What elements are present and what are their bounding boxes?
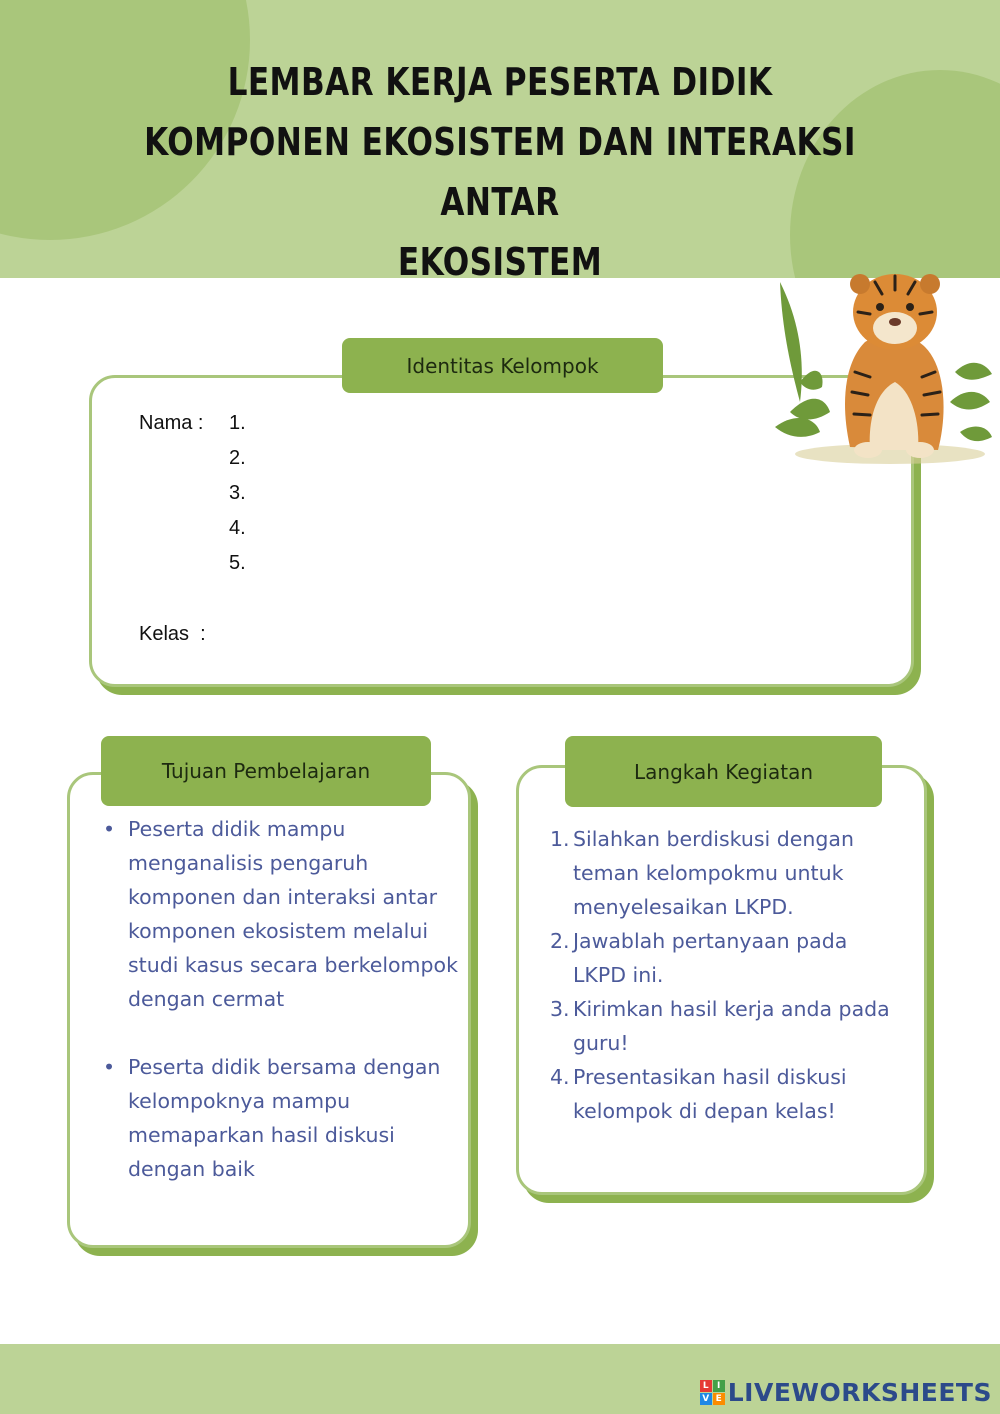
tiger-cub-icon xyxy=(770,262,998,467)
bullet-icon: • xyxy=(103,1055,116,1079)
kelas-label: Kelas : xyxy=(139,623,206,645)
tujuan-tag: Tujuan Pembelajaran xyxy=(101,736,431,806)
tujuan-item-2 xyxy=(103,1050,458,1186)
langkah-item-3-text: Kirimkan hasil kerja anda pada guru! xyxy=(573,997,890,1055)
langkah-item-3 xyxy=(550,992,895,1060)
title-line-2: KOMPONEN EKOSISTEM DAN INTERAKSI ANTAR xyxy=(144,120,856,224)
identitas-tag: Identitas Kelompok xyxy=(342,338,663,393)
logo-letter-i: I xyxy=(713,1380,725,1392)
langkah-tag: Langkah Kegiatan xyxy=(565,736,882,807)
langkah-item-2-num: 2. xyxy=(550,929,570,953)
nama-number-1: 1. xyxy=(229,412,246,434)
brand-name: LIVEWORKSHEETS xyxy=(727,1378,992,1407)
langkah-item-4-text: Presentasikan hasil diskusi kelompok di depan kelas! xyxy=(573,1065,847,1123)
langkah-item-2 xyxy=(550,924,895,992)
langkah-item-4 xyxy=(550,1060,895,1128)
tujuan-list xyxy=(103,812,458,1186)
langkah-item-3-num: 3. xyxy=(550,997,570,1021)
langkah-item-1 xyxy=(550,822,895,924)
tujuan-item-1-text: Peserta didik mampu menganalisis pengaruh komponen dan interaksi antar komponen ekosistem melalui studi kasus secara berkelompok dengan cermat xyxy=(128,817,458,1011)
nama-label: Nama : xyxy=(139,412,204,434)
header-banner xyxy=(0,0,1000,278)
tujuan-item-2-text: Peserta didik bersama dengan kelompoknya mampu memaparkan hasil diskusi dengan baik xyxy=(128,1055,441,1181)
langkah-list xyxy=(550,822,895,1128)
langkah-item-1-text: Silahkan berdiskusi dengan teman kelompokmu untuk menyelesaikan LKPD. xyxy=(573,827,854,919)
nama-number-5: 5. xyxy=(229,552,246,574)
langkah-item-2-text: Jawablah pertanyaan pada LKPD ini. xyxy=(573,929,848,987)
liveworksheets-logo[interactable] xyxy=(700,1378,992,1407)
logo-letter-e: E xyxy=(713,1393,725,1405)
logo-letter-v: V xyxy=(700,1393,712,1405)
langkah-item-4-num: 4. xyxy=(550,1065,570,1089)
nama-number-2: 2. xyxy=(229,447,246,469)
liveworksheets-logo-icon xyxy=(700,1380,725,1405)
tujuan-item-1 xyxy=(103,812,458,1016)
langkah-item-1-num: 1. xyxy=(550,827,570,851)
page-title xyxy=(90,52,910,278)
bullet-icon: • xyxy=(103,817,116,841)
title-line-3: EKOSISTEM xyxy=(397,240,603,278)
title-line-1: LEMBAR KERJA PESERTA DIDIK xyxy=(227,60,773,104)
nama-number-4: 4. xyxy=(229,517,246,539)
nama-number-3: 3. xyxy=(229,482,246,504)
logo-letter-l: L xyxy=(700,1380,712,1392)
